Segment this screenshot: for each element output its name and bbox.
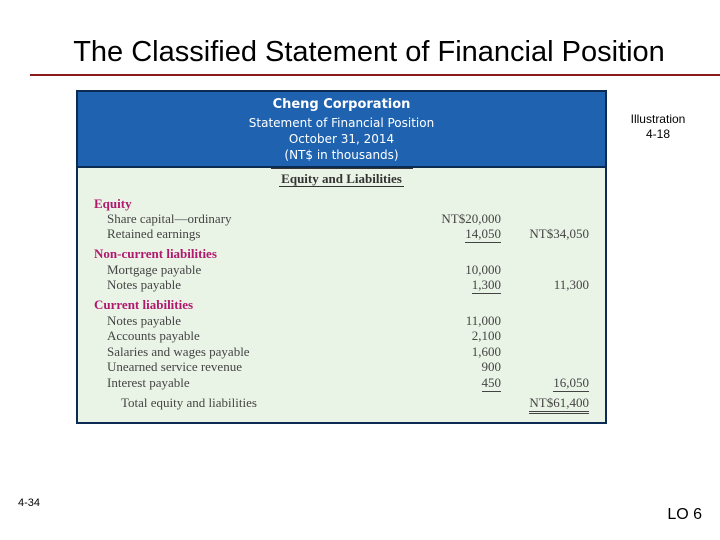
total-row bbox=[78, 395, 605, 411]
noncurrent-heading-row bbox=[78, 246, 605, 262]
line-amount: NT$20,000 bbox=[441, 211, 501, 226]
line-label: Notes payable bbox=[107, 313, 182, 328]
subtotal-amount: NT$34,050 bbox=[529, 226, 589, 241]
statement-units: (NT$ in thousands) bbox=[284, 148, 399, 162]
line-label: Salaries and wages payable bbox=[107, 344, 250, 359]
table-row bbox=[78, 226, 605, 242]
category-noncurrent-liabilities: Non-current liabilities bbox=[94, 246, 217, 261]
table-row bbox=[78, 375, 605, 391]
total-label: Total equity and liabilities bbox=[121, 395, 257, 410]
line-label: Retained earnings bbox=[107, 226, 201, 241]
slide-number: 4-34 bbox=[18, 497, 41, 509]
line-amount: 14,050 bbox=[465, 226, 501, 241]
table-row bbox=[78, 344, 605, 360]
table-row bbox=[78, 328, 605, 344]
statement-title: Statement of Financial Position bbox=[248, 116, 435, 130]
subtotal-amount: 11,300 bbox=[553, 277, 589, 292]
table-row bbox=[78, 359, 605, 375]
statement-body bbox=[78, 168, 605, 422]
subtotal-amount: 16,050 bbox=[553, 375, 589, 390]
table-row bbox=[78, 313, 605, 329]
total-amount: NT$61,400 bbox=[529, 395, 589, 414]
heading-top-rule bbox=[271, 168, 413, 169]
table-row bbox=[78, 262, 605, 278]
line-label: Notes payable bbox=[107, 277, 182, 292]
category-equity: Equity bbox=[94, 196, 132, 211]
table-row bbox=[78, 211, 605, 227]
line-amount: 2,100 bbox=[471, 328, 501, 343]
line-amount: 450 bbox=[481, 375, 501, 390]
learning-objective: LO 6 bbox=[667, 506, 702, 523]
line-label: Share capital—ordinary bbox=[107, 211, 232, 226]
slide-title: The Classified Statement of Financial Position bbox=[73, 36, 665, 68]
illustration-number: 4-18 bbox=[645, 127, 671, 141]
line-label: Mortgage payable bbox=[107, 262, 202, 277]
statement-header bbox=[78, 92, 605, 166]
category-current-liabilities: Current liabilities bbox=[94, 297, 194, 312]
illustration-label: Illustration bbox=[630, 112, 686, 126]
company-name: Cheng Corporation bbox=[272, 97, 411, 112]
illustration-caption bbox=[610, 112, 706, 142]
line-amount: 10,000 bbox=[465, 262, 501, 277]
section-heading-text: Equity and Liabilities bbox=[281, 171, 402, 186]
line-amount: 11,000 bbox=[465, 313, 501, 328]
equity-heading-row bbox=[78, 196, 605, 212]
statement-date: October 31, 2014 bbox=[288, 132, 395, 146]
line-amount: 900 bbox=[481, 359, 501, 374]
line-label: Accounts payable bbox=[107, 328, 200, 343]
line-label: Unearned service revenue bbox=[107, 359, 242, 374]
title-divider bbox=[30, 74, 720, 76]
current-heading-row bbox=[78, 297, 605, 313]
line-amount: 1,300 bbox=[471, 277, 501, 292]
table-row bbox=[78, 277, 605, 293]
section-heading bbox=[78, 171, 605, 187]
line-amount: 1,600 bbox=[471, 344, 501, 359]
line-label: Interest payable bbox=[107, 375, 190, 390]
